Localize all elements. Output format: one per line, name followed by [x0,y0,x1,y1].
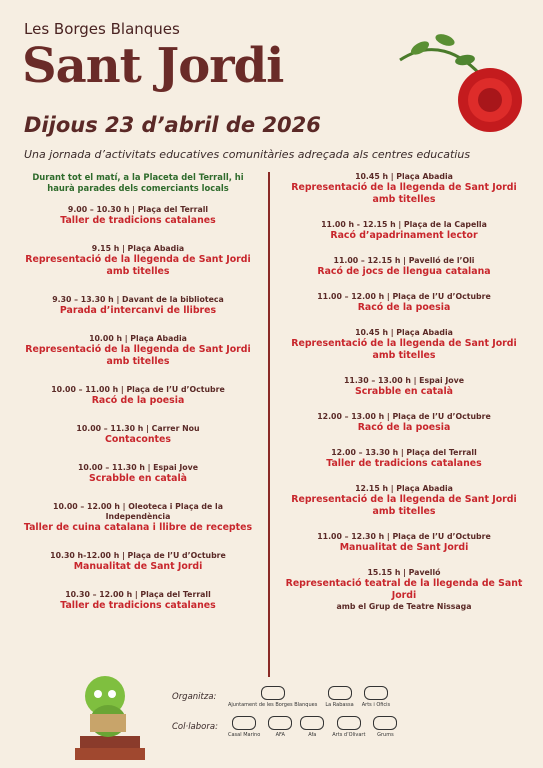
event-meta: 9.30 – 13.30 h | Davant de la biblioteca [52,295,224,304]
event-meta: 11.00 – 12.30 h | Plaça de l’U d’Octubre [317,532,491,541]
event-meta: 12.00 – 13.30 h | Plaça del Terrall [331,448,477,457]
event-item [22,334,254,368]
event-name: Scrabble en català [354,386,454,397]
event-item [22,205,254,227]
event-meta: 10.30 h-12.00 h | Plaça de l’U d’Octubre [50,551,226,560]
event-item [22,502,254,534]
event-name: Taller de tradicions catalanes [60,600,216,611]
event-name: Manualitat de Sant Jordi [339,542,469,553]
event-item [284,484,524,518]
event-name: Taller de tradicions catalanes [326,458,482,469]
event-name: Manualitat de Sant Jordi [73,561,203,572]
event-meta: 10.45 h | Plaça Abadia [355,172,453,181]
event-name: Racó de la poesia [91,395,185,406]
sponsor-logo: AFA [268,716,292,738]
sponsor-logo: Ajuntament de les Borges Blanques [228,686,317,708]
event-item [22,463,254,485]
event-item [284,172,524,206]
subtitle: Una jornada d’activitats educatives comunitàries adreçada als centres educatius [24,148,471,161]
sponsor-logo: Grums [373,716,397,738]
event-meta: 9.15 h | Plaça Abadia [91,244,185,253]
event-item [22,424,254,446]
event-date: Dijous 23 d’abril de 2026 [24,113,321,137]
event-meta: 10.30 – 12.00 h | Plaça del Terrall [65,590,211,599]
event-meta: 10.00 – 11.30 h | Espai Jove [77,463,199,472]
right-schedule [284,172,524,626]
event-item [22,551,254,573]
col-labora-row [172,712,532,742]
event-meta: 11.30 – 13.00 h | Espai Jove [343,376,465,385]
sponsor-logo: Arts d’Olivart [332,716,365,738]
event-item [22,244,254,278]
event-meta: 10.00 h | Plaça Abadia [89,334,187,343]
event-name: Representació de la llegenda de Sant Jordi amb titelles [291,494,517,517]
event-meta: 10.45 h | Plaça Abadia [355,328,453,337]
event-meta: 12.00 – 13.00 h | Plaça de l’U d’Octubre [317,412,491,421]
event-name: Representació teatral de la llegenda de Sant Jordi [285,578,523,601]
event-item [284,328,524,362]
event-item [284,412,524,434]
organitza-row [172,682,532,712]
event-meta: 12.15 h | Plaça Abadia [355,484,453,493]
event-item [284,292,524,314]
event-meta: 11.00 – 12.15 h | Pavelló de l’Oli [333,256,475,265]
town-name: Les Borges Blanques [24,20,180,38]
event-name: Representació de la llegenda de Sant Jordi amb titelles [291,182,517,205]
dragon-illustration [60,656,160,764]
event-meta: 9.00 – 10.30 h | Plaça del Terrall [67,205,209,214]
event-item [22,295,254,317]
event-item [284,220,524,242]
event-meta: 10.00 – 12.00 h | Oleoteca i Plaça de la Independència [53,502,223,521]
event-name: Racó de la poesia [357,422,451,433]
event-name: Taller de cuina catalana i llibre de receptes [23,522,253,533]
event-name: Racó de jocs de llengua catalana [317,266,491,277]
event-name: Scrabble en català [88,473,188,484]
event-item [22,590,254,612]
event-name: Parada d’intercanvi de llibres [59,305,217,316]
sponsor-logo: Afa [300,716,324,738]
event-item [284,532,524,554]
organitza-label: Organitza: [172,692,217,702]
event-item [284,256,524,278]
event-name: Representació de la llegenda de Sant Jordi amb titelles [291,338,517,361]
event-item [284,376,524,398]
event-name: Contacontes [105,434,171,445]
intro-note: Durant tot el matí, a la Placeta del Terrall, hi haurà parades dels comerciants locals [32,172,244,193]
event-meta: 10.00 – 11.30 h | Carrer Nou [76,424,200,433]
sponsors-section [172,682,532,742]
column-divider [268,172,270,677]
sponsor-logo: Arts i Oficis [362,686,390,708]
event-name: Racó d’apadrinament lector [330,230,478,241]
event-name: Representació de la llegenda de Sant Jordi amb titelles [25,254,251,277]
page-title: Sant Jordi [22,38,284,94]
sponsor-logo: La Rabassa [325,686,353,708]
event-name: Taller de tradicions catalanes [60,215,216,226]
col-labora-label: Col·labora: [172,722,218,732]
event-meta: 15.15 h | Pavelló [367,568,441,577]
event-name: Representació de la llegenda de Sant Jordi amb titelles [25,344,251,367]
event-item [284,568,524,612]
event-meta: 11.00 h - 12.15 h | Plaça de la Capella [321,220,487,229]
left-schedule [22,172,254,629]
event-meta: 11.00 – 12.00 h | Plaça de l’U d’Octubre [317,292,491,301]
event-item [22,385,254,407]
event-item [284,448,524,470]
event-name: Racó de la poesia [357,302,451,313]
event-meta: 10.00 – 11.00 h | Plaça de l’U d’Octubre [51,385,225,394]
event-extra: amb el Grup de Teatre Nissaga [336,602,472,611]
sponsor-logo: Casal Marino [228,716,260,738]
rose-illustration [390,20,540,150]
